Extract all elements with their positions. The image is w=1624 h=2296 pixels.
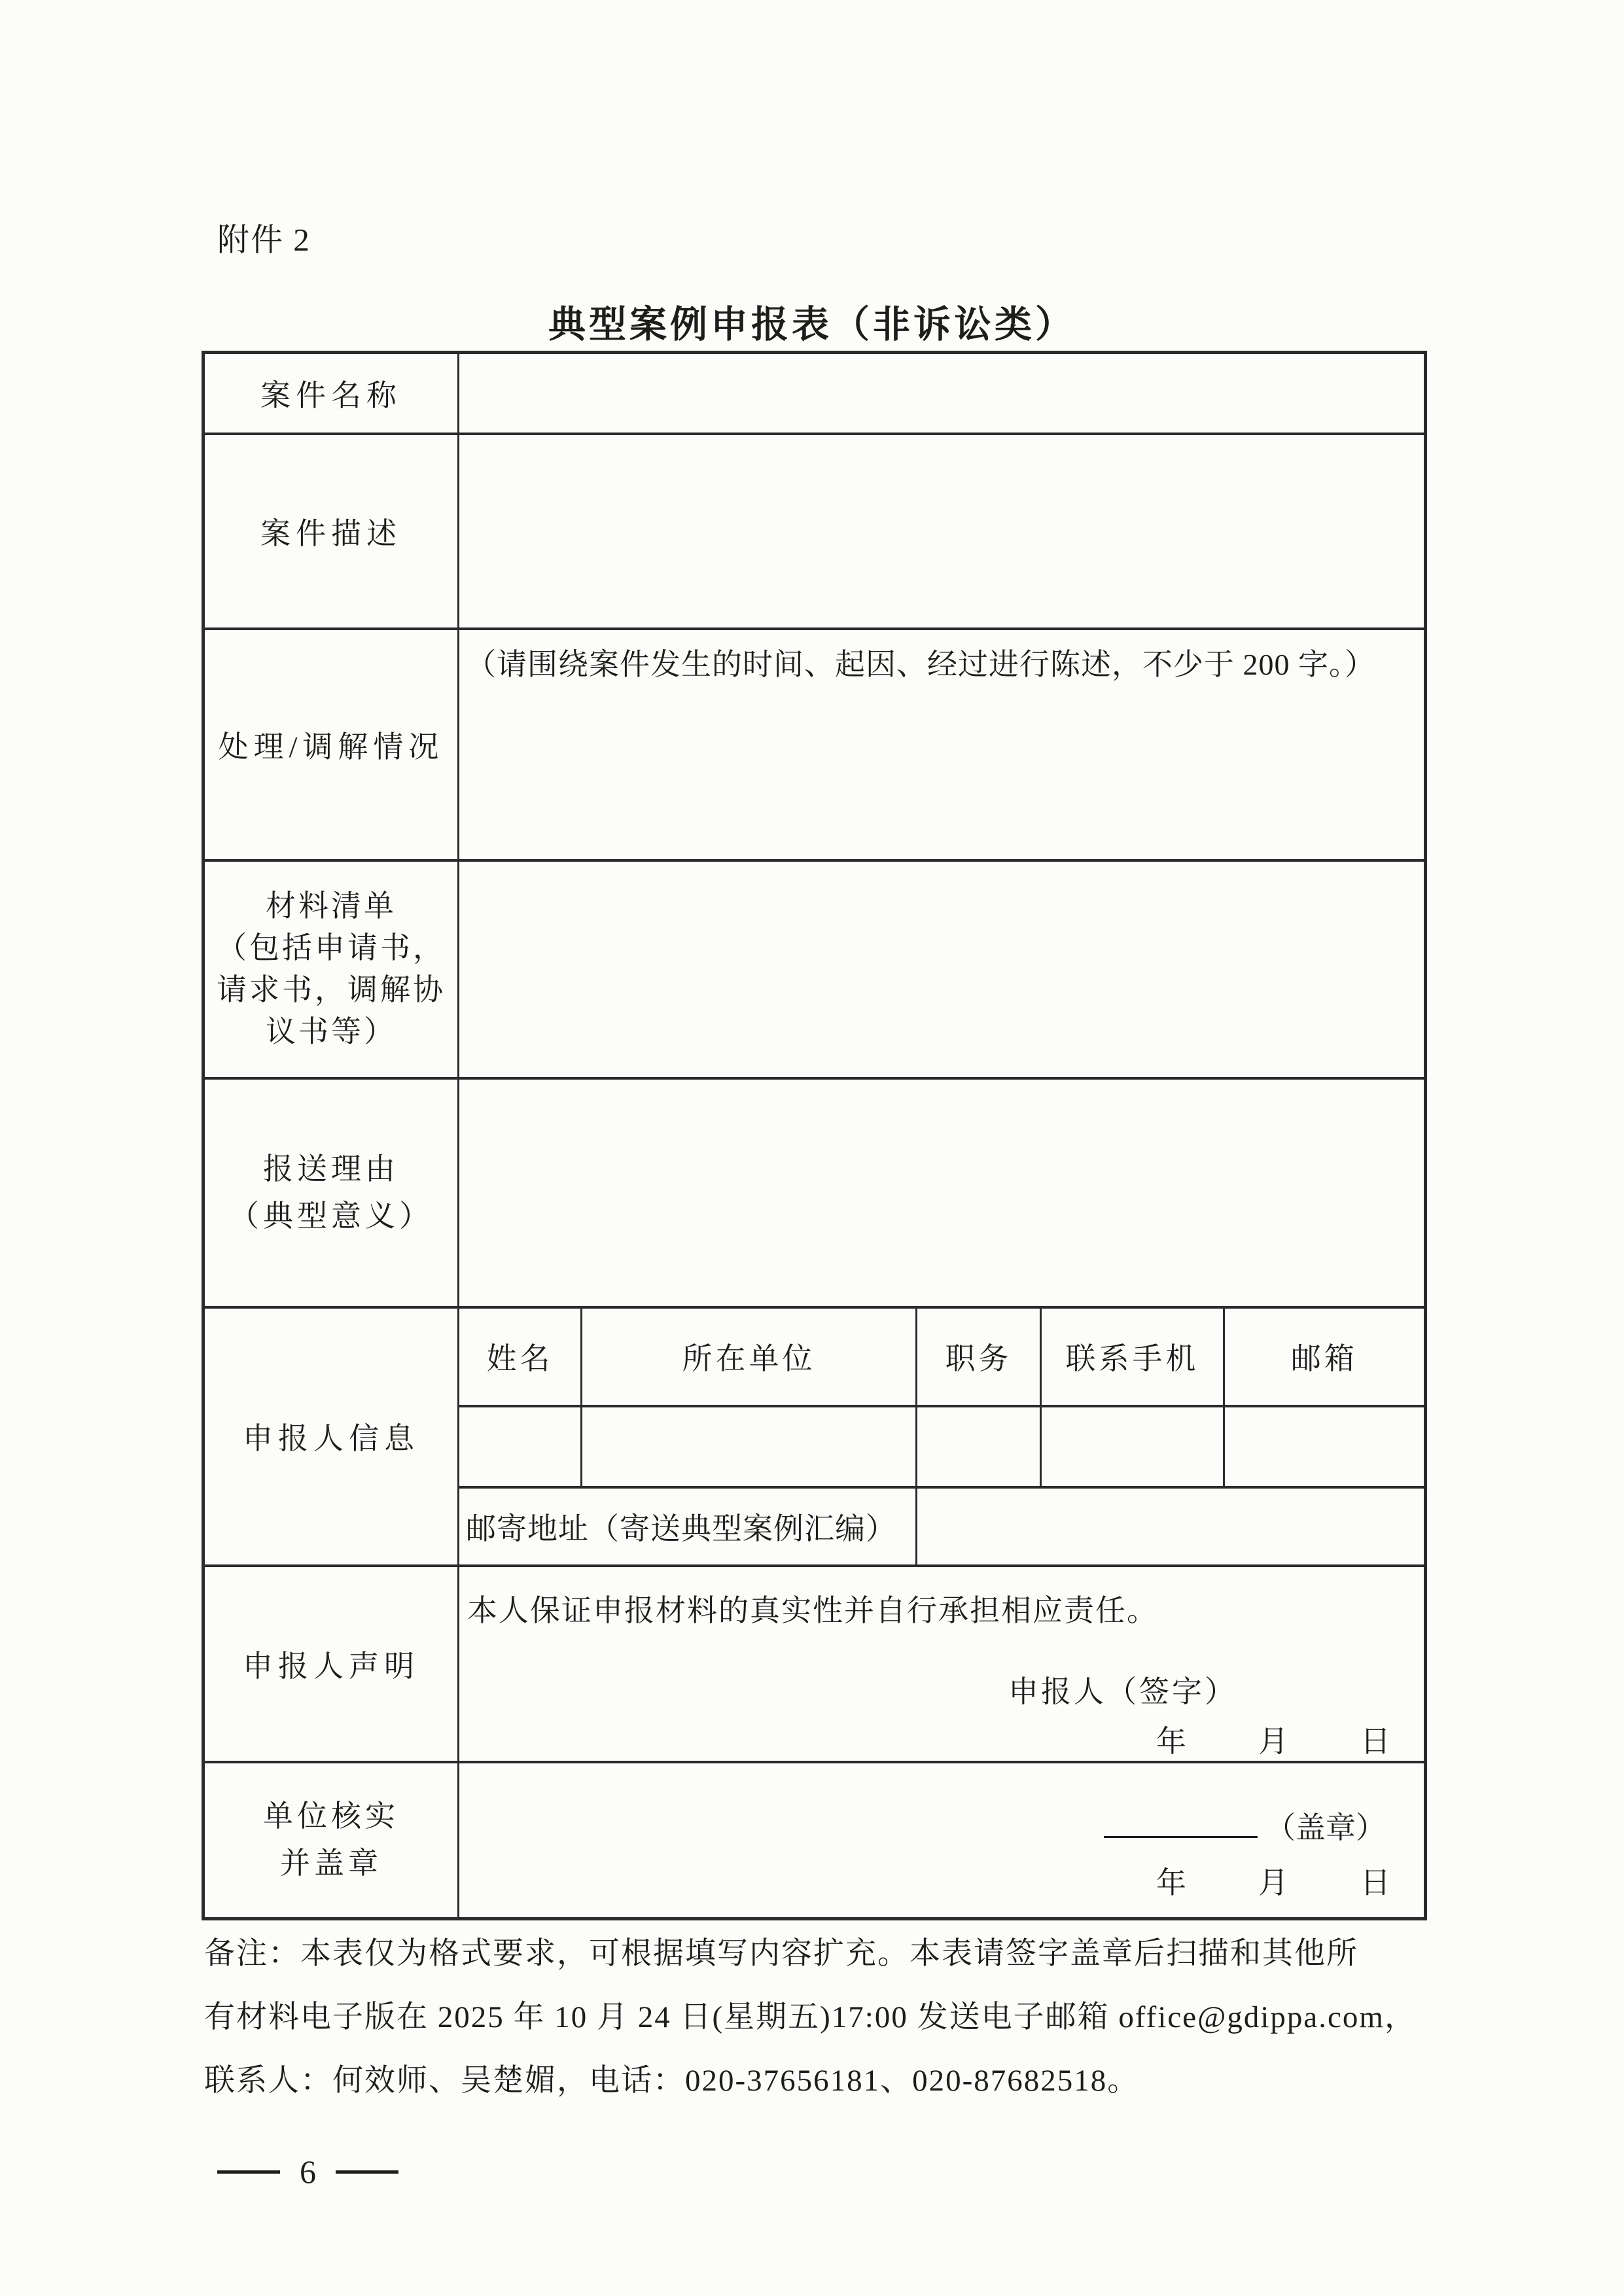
column-header-mobile: 联系手机	[1041, 1307, 1224, 1406]
table-row-handling	[203, 629, 1426, 860]
case-description-field	[459, 434, 1426, 629]
unit-seal-date-label: 年 月 日	[1156, 1865, 1395, 1899]
column-header-position: 职务	[917, 1307, 1041, 1406]
mailing-address-label: 邮寄地址（寄送典型案例汇编）	[459, 1487, 917, 1566]
materials-label	[203, 860, 459, 1078]
mailing-address-field	[917, 1487, 1426, 1566]
attachment-label: 附件 2	[217, 222, 311, 258]
remarks-paragraph	[204, 1922, 1429, 2113]
declaration-date-label: 年 月 日	[1156, 1724, 1395, 1758]
table-row-case-description	[203, 434, 1426, 629]
remarks-line: 备注：本表仅为格式要求，可根据填写内容扩充。本表请签字盖章后扫描和其他所	[204, 1937, 1358, 1971]
reason-label-line: 报送理由	[263, 1152, 399, 1186]
reason-label	[203, 1078, 459, 1307]
table-row-unit-seal	[203, 1762, 1426, 1919]
unit-seal-label-line: 单位核实	[263, 1799, 399, 1833]
applicant-email-field	[1224, 1406, 1426, 1487]
materials-label-line: 材料清单	[266, 889, 397, 923]
handling-hint-text: （请围绕案件发生的时间、起因、经过进行陈述，不少于 200 字。）	[466, 647, 1375, 681]
handling-field	[459, 629, 1426, 860]
page-number-dash	[336, 2170, 398, 2174]
table-row-case-name	[203, 353, 1426, 434]
materials-field	[459, 860, 1426, 1078]
column-header-email: 邮箱	[1224, 1307, 1426, 1406]
column-header-organization: 所在单位	[582, 1307, 917, 1406]
form-title: 典型案例申报表（非诉讼类）	[548, 304, 1076, 345]
remarks-line: 联系人：何效师、吴楚媚，电话：020-37656181、020-87682518。	[204, 2064, 1140, 2098]
seal-underline	[1104, 1836, 1258, 1838]
materials-label-line: 请求书，调解协	[217, 973, 446, 1006]
materials-label-line: （包括申请书，	[217, 931, 446, 964]
seal-signature-line	[459, 1804, 1424, 1847]
unit-seal-label	[203, 1762, 459, 1919]
table-row-reason	[203, 1078, 1426, 1307]
declaration-field	[459, 1566, 1426, 1762]
handling-label: 处理/调解情况	[203, 629, 459, 860]
unit-seal-field	[459, 1762, 1426, 1919]
column-header-name: 姓名	[459, 1307, 582, 1406]
applicant-organization-field	[582, 1406, 917, 1487]
applicant-info-label: 申报人信息	[203, 1307, 459, 1566]
declaration-label: 申报人声明	[203, 1566, 459, 1762]
case-description-label: 案件描述	[203, 434, 459, 629]
table-row-materials	[203, 860, 1426, 1078]
applicant-position-field	[917, 1406, 1041, 1487]
reason-label-line: （典型意义）	[229, 1199, 433, 1233]
declaration-signature-label: 申报人（签字）	[1008, 1674, 1238, 1708]
applicant-name-field	[459, 1406, 582, 1487]
seal-stamp-label: （盖章）	[1265, 1810, 1386, 1845]
reason-field	[459, 1078, 1426, 1307]
table-row-declaration	[203, 1566, 1426, 1762]
case-name-field	[459, 353, 1426, 434]
page-number-dash	[217, 2170, 280, 2174]
unit-seal-label-line: 并盖章	[280, 1846, 382, 1881]
page-number	[217, 2153, 398, 2191]
application-form-table	[202, 351, 1427, 1920]
applicant-mobile-field	[1041, 1406, 1224, 1487]
table-row-applicant-header	[203, 1307, 1426, 1406]
page-number-value: 6	[300, 2153, 316, 2190]
materials-label-line: 议书等）	[266, 1015, 397, 1048]
case-name-label: 案件名称	[203, 353, 459, 434]
remarks-line: 有材料电子版在 2025 年 10 月 24 日(星期五)17:00 发送电子邮箱 office@gdippa.com，	[204, 2000, 1417, 2034]
declaration-statement: 本人保证申报材料的真实性并自行承担相应责任。	[467, 1593, 1158, 1627]
